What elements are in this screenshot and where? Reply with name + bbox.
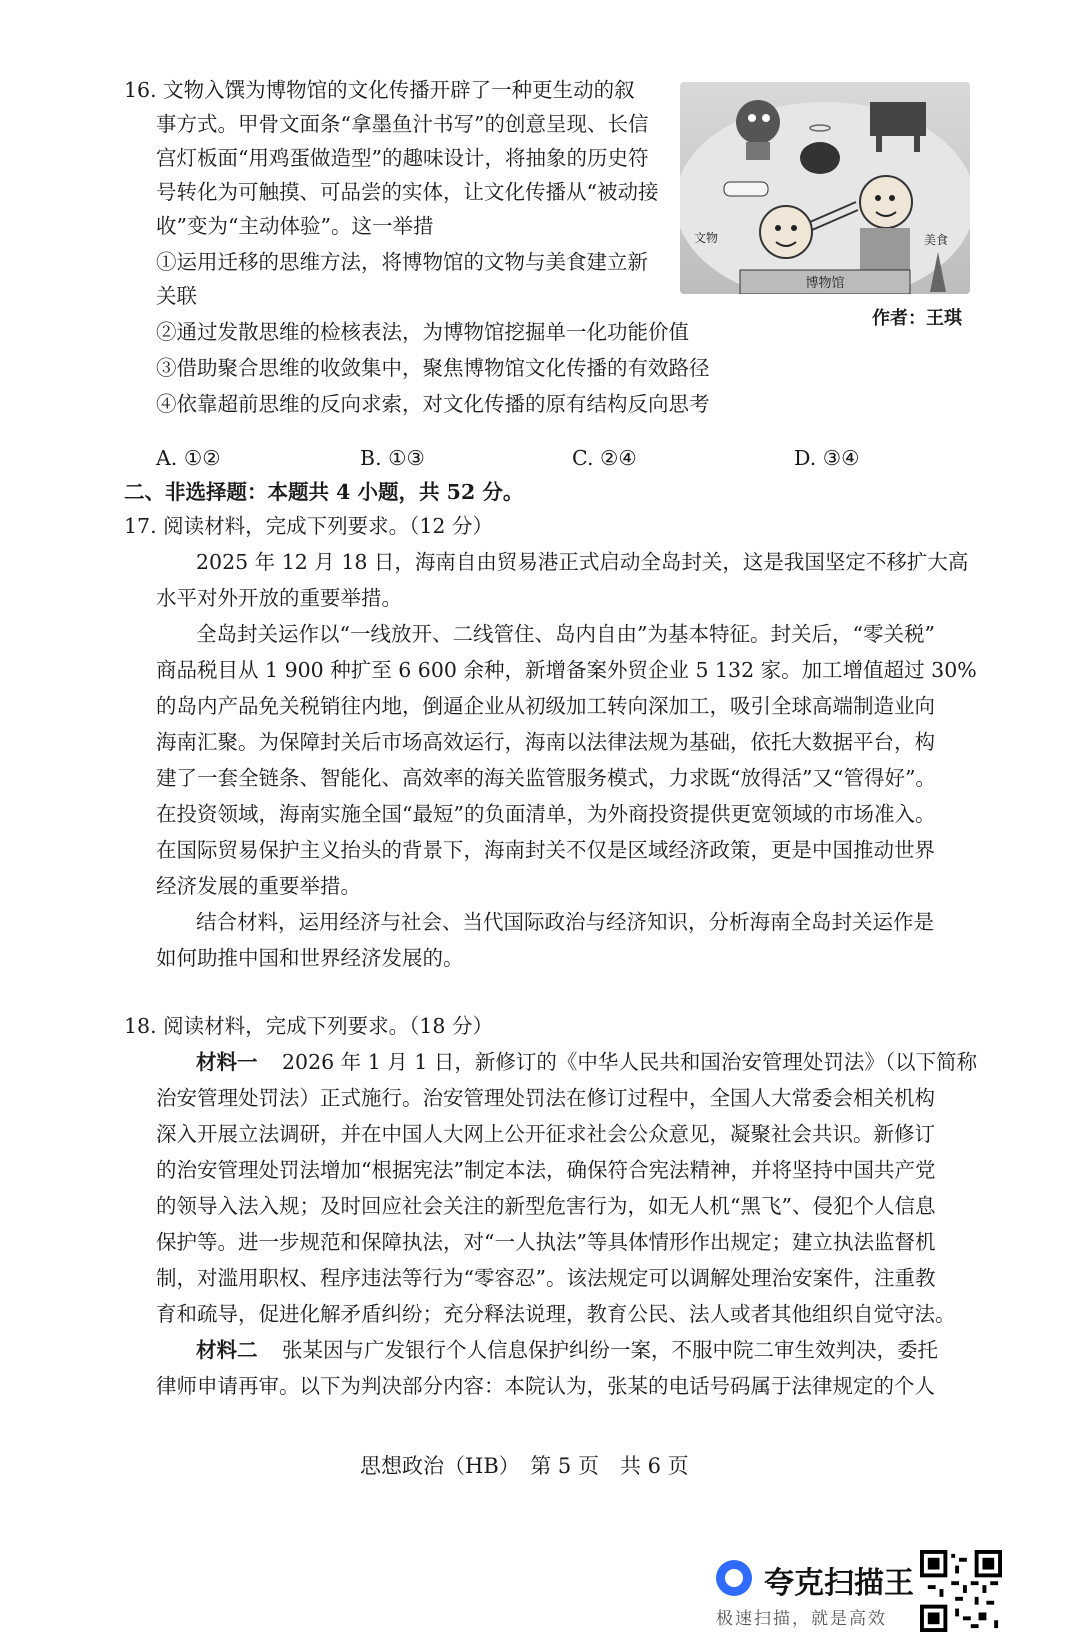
cartoon-illustration	[680, 82, 970, 294]
q17-line: 经济发展的重要举措。	[156, 874, 361, 898]
q16-line: 号转化为可触摸、可品尝的实体，让文化传播从“被动接	[156, 180, 659, 204]
q16-item-3: ③借助聚合思维的收敛集中，聚焦博物馆文化传播的有效路径	[156, 356, 710, 380]
bronze-vessel-icon	[870, 102, 926, 136]
page-footer: 思想政治（HB） 第 5 页 共 6 页	[360, 1454, 689, 1478]
q18-m1-line: 治安管理处罚法）正式施行。治安管理处罚法在修订过程中，全国人大常委会相关机构	[156, 1086, 935, 1110]
watermark-brand: 夸克扫描王	[764, 1566, 914, 1601]
q18-m2-line: 张某因与广发银行个人信息保护纠纷一案，不服中院二审生效判决，委托	[282, 1338, 938, 1362]
q18-material-2-label: 材料二	[196, 1338, 258, 1362]
child-figure	[760, 206, 812, 258]
q16-line: 收”变为“主动体验”。这一举措	[156, 214, 434, 238]
q18-m2-line: 律师申请再审。以下为判决部分内容：本院认为，张某的电话号码属于法律规定的个人	[156, 1374, 935, 1398]
q18-heading: 18. 阅读材料，完成下列要求。（18 分）	[124, 1014, 493, 1038]
q18-m1-line: 的治安管理处罚法增加“根据宪法”制定本法，确保符合宪法精神，并将坚持中国共产党	[156, 1158, 936, 1182]
cartoon-label-food: 美食	[924, 233, 949, 247]
watermark-slogan: 极速扫描，就是高效	[716, 1609, 887, 1629]
q16-option-d: D. ③④	[794, 446, 860, 470]
q17-line: 商品税目从 1 900 种扩至 6 600 余种，新增备案外贸企业 5 132 家。加工增值超过 30%	[156, 658, 977, 682]
section-title: 二、非选择题：本题共 4 小题，共 52 分。	[124, 480, 524, 504]
q17-heading: 17. 阅读材料，完成下列要求。（12 分）	[124, 514, 493, 538]
q16-item-1-cont: 关联	[156, 284, 197, 308]
q17-line: 在投资领域，海南实施全国“最短”的负面清单，为外商投资提供更宽领域的市场准入。	[156, 802, 936, 826]
cartoon-label-artifact: 文物	[694, 231, 719, 245]
q16-line: 宫灯板面“用鸡蛋做造型”的趣味设计，将抽象的历史符	[156, 146, 649, 170]
mask-artifact-icon	[736, 100, 780, 144]
q18-m1-line: 制，对滥用职权、程序违法等行为“零容忍”。该法规定可以调解处理治安案件，注重教	[156, 1266, 936, 1290]
q18-m1-line: 2026 年 1 月 1 日，新修订的《中华人民共和国治安管理处罚法》（以下简称	[282, 1050, 978, 1074]
q18-m1-line: 深入开展立法调研，并在中国人大网上公开征求社会公众意见，凝聚社会共识。新修订	[156, 1122, 935, 1146]
q17-task: 结合材料，运用经济与社会、当代国际政治与经济知识，分析海南全岛封关运作是	[196, 910, 934, 934]
q16-option-a: A. ①②	[156, 446, 221, 470]
quark-logo-icon	[716, 1560, 752, 1596]
q16-item-2: ②通过发散思维的检核表法，为博物馆挖掘单一化功能价值	[156, 320, 689, 344]
q16-option-b: B. ①③	[360, 446, 425, 470]
q17-task: 如何助推中国和世界经济发展的。	[156, 946, 464, 970]
q18-m1-line: 保护等。进一步规范和保障执法，对“一人执法”等具体情形作出规定；建立执法监督机	[156, 1230, 936, 1254]
q17-line: 全岛封关运作以“一线放开、二线管住、岛内自由”为基本特征。封关后，“零关税”	[196, 622, 935, 646]
cartoon-sign-label: 博物馆	[805, 276, 845, 291]
q16-option-c: C. ②④	[572, 446, 637, 470]
scroll-artifact-icon	[724, 182, 768, 196]
pottery-artifact-icon	[800, 142, 840, 174]
q18-m1-line: 的领导入法入规；及时回应社会关注的新型危害行为，如无人机“黑飞”、侵犯个人信息	[156, 1194, 936, 1218]
q17-line: 海南汇聚。为保障封关后市场高效运行，海南以法律法规为基础，依托大数据平台，构	[156, 730, 935, 754]
q17-line: 在国际贸易保护主义抬头的背景下，海南封关不仅是区域经济政策，更是中国推动世界	[156, 838, 935, 862]
man-figure	[860, 176, 912, 228]
q18-m1-line: 育和疏导，促进化解矛盾纠纷；充分释法说理，教育公民、法人或者其他组织自觉守法。	[156, 1302, 956, 1326]
q16-line: 16. 文物入馔为博物馆的文化传播开辟了一种更生动的叙	[124, 78, 635, 102]
q16-line: 事方式。甲骨文面条“拿墨鱼汁书写”的创意呈现、长信	[156, 112, 649, 136]
q17-line: 建了一套全链条、智能化、高效率的海关监管服务模式，力求既“放得活”又“管得好”。	[156, 766, 936, 790]
q17-line: 水平对外开放的重要举措。	[156, 586, 402, 610]
q17-line: 的岛内产品免关税销往内地，倒逼企业从初级加工转向深加工，吸引全球高端制造业向	[156, 694, 935, 718]
q16-item-4: ④依靠超前思维的反向求索，对文化传播的原有结构反向思考	[156, 392, 710, 416]
q17-line: 2025 年 12 月 18 日，海南自由贸易港正式启动全岛封关，这是我国坚定不移扩大高	[196, 550, 969, 574]
cartoon-caption: 作者：王琪	[872, 308, 962, 329]
cartoon-drawing	[680, 82, 970, 294]
q18-material-1-label: 材料一	[196, 1050, 258, 1074]
q16-item-1: ①运用迁移的思维方法，将博物馆的文物与美食建立新	[156, 250, 648, 274]
qr-code-icon	[920, 1550, 1002, 1632]
